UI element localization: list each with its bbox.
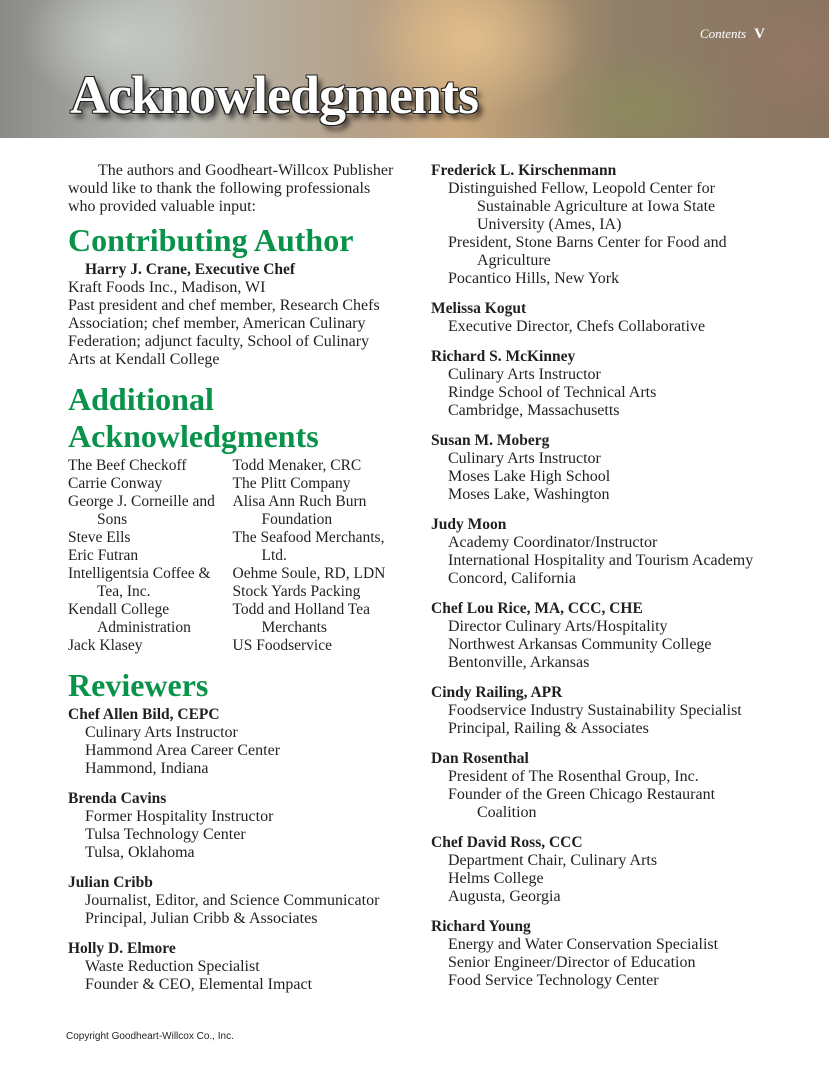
reviewers-heading: Reviewers: [68, 667, 209, 703]
running-head: [700, 26, 765, 43]
reviewers-list: [68, 706, 398, 994]
header-banner: [0, 0, 829, 138]
reviewer-entry: [68, 940, 398, 994]
reviewer-name: Julian Cribb: [68, 874, 153, 891]
reviewer-detail: Hammond Area Career Center: [85, 742, 281, 759]
copyright-footer: Copyright Goodheart-Willcox Co., Inc.: [66, 1031, 234, 1042]
acknowledgment-item: Todd and Holland Tea Merchants: [232, 601, 370, 636]
reviewer-entry: [431, 516, 776, 588]
contributing-author-line: Kraft Foods Inc., Madison, WI: [68, 279, 266, 296]
reviewer-detail: Tulsa Technology Center: [85, 826, 246, 843]
additional-acknowledgments-heading: [68, 381, 398, 455]
reviewer-detail: Director Culinary Arts/Hospitality: [448, 618, 668, 635]
acknowledgments-column: [233, 457, 398, 655]
reviewer-detail: Academy Coordinator/Instructor: [448, 534, 658, 551]
acknowledgment-item: Todd Menaker, CRC: [232, 457, 362, 474]
reviewer-detail: Foodservice Industry Sustainability Specialist: [448, 702, 742, 719]
reviewer-detail: Bentonville, Arkansas: [448, 654, 590, 671]
acknowledgment-item: US Foodservice: [232, 637, 332, 654]
reviewer-name: Judy Moon: [431, 516, 507, 533]
reviewer-name: Holly D. Elmore: [68, 940, 176, 957]
reviewer-name: Richard S. McKinney: [431, 348, 576, 365]
reviewer-detail: President, Stone Barns Center for Food and Agriculture: [448, 234, 727, 269]
right-column: [431, 162, 776, 1002]
reviewer-detail: Culinary Arts Instructor: [85, 724, 238, 741]
reviewer-detail: Executive Director, Chefs Collaborative: [448, 318, 706, 335]
reviewer-entry: [431, 348, 776, 420]
reviewer-entry: [431, 300, 776, 336]
reviewer-name: Chef Lou Rice, MA, CCC, CHE: [431, 600, 643, 617]
contributing-author-name: Harry J. Crane, Executive Chef: [85, 261, 296, 278]
acknowledgment-item: The Plitt Company: [232, 475, 351, 492]
acknowledgments-list: [68, 457, 398, 655]
reviewer-detail: Principal, Julian Cribb & Associates: [85, 910, 318, 927]
reviewer-detail: Founder & CEO, Elemental Impact: [85, 976, 313, 993]
reviewer-name: Chef David Ross, CCC: [431, 834, 583, 851]
reviewer-detail: Concord, California: [448, 570, 576, 587]
reviewer-detail: Food Service Technology Center: [448, 972, 659, 989]
reviewer-detail: Culinary Arts Instructor: [448, 366, 601, 383]
reviewer-detail: Distinguished Fellow, Leopold Center for Sustainable Agriculture at Iowa State University (Ames, IA): [448, 180, 716, 233]
acknowledgment-item: Stock Yards Packing: [232, 583, 361, 600]
reviewer-detail: Moses Lake High School: [448, 468, 611, 485]
heading-line: Additional: [68, 381, 214, 417]
reviewer-detail: Department Chair, Culinary Arts: [448, 852, 658, 869]
reviewer-name: Richard Young: [431, 918, 531, 935]
reviewer-name: Melissa Kogut: [431, 300, 527, 317]
acknowledgment-item: Alisa Ann Ruch Burn Foundation: [232, 493, 367, 528]
page-title: Acknowledgments: [70, 65, 479, 125]
acknowledgment-item: Eric Futran: [68, 547, 139, 564]
reviewer-name: Chef Allen Bild, CEPC: [68, 706, 220, 723]
reviewer-entry: [431, 432, 776, 504]
reviewer-detail: Cambridge, Massachusetts: [448, 402, 620, 419]
reviewer-detail: Senior Engineer/Director of Education: [448, 954, 696, 971]
reviewer-name: Frederick L. Kirschenmann: [431, 162, 617, 179]
running-head-label: Contents: [699, 26, 747, 41]
reviewer-detail: Hammond, Indiana: [85, 760, 209, 777]
reviewer-detail: Augusta, Georgia: [448, 888, 561, 905]
reviewer-detail: Founder of the Green Chicago Restaurant Coalition: [448, 786, 716, 821]
acknowledgment-item: The Seafood Merchants, Ltd.: [232, 529, 385, 564]
acknowledgment-item: Intelligentsia Coffee & Tea, Inc.: [68, 565, 211, 600]
reviewer-detail: Helms College: [448, 870, 544, 887]
reviewer-detail: Waste Reduction Specialist: [85, 958, 260, 975]
reviewer-entry: [68, 874, 398, 928]
acknowledgment-item: Jack Klasey: [68, 637, 143, 654]
reviewer-detail: International Hospitality and Tourism Academy: [448, 552, 754, 569]
reviewer-detail: Journalist, Editor, and Science Communicator: [85, 892, 380, 909]
reviewer-entry: [431, 834, 776, 906]
acknowledgment-item: George J. Corneille and Sons: [68, 493, 215, 528]
reviewers-list: [431, 162, 776, 990]
acknowledgment-item: The Beef Checkoff: [68, 457, 187, 474]
reviewer-detail: Former Hospitality Instructor: [85, 808, 274, 825]
reviewer-entry: [431, 684, 776, 738]
page-number: V: [754, 26, 765, 42]
acknowledgment-item: Oehme Soule, RD, LDN: [232, 565, 386, 582]
acknowledgment-item: Kendall College Administration: [68, 601, 191, 636]
reviewer-name: Susan M. Moberg: [431, 432, 550, 449]
left-column: [68, 162, 398, 1006]
reviewer-entry: [431, 918, 776, 990]
reviewer-detail: Moses Lake, Washington: [448, 486, 610, 503]
contributing-author-heading: Contributing Author: [68, 222, 354, 258]
reviewer-detail: President of The Rosenthal Group, Inc.: [448, 768, 699, 785]
heading-line: Acknowledgments: [68, 418, 319, 454]
reviewer-detail: Tulsa, Oklahoma: [85, 844, 195, 861]
reviewer-entry: [431, 162, 776, 288]
reviewer-detail: Culinary Arts Instructor: [448, 450, 601, 467]
reviewer-entry: [431, 600, 776, 672]
reviewer-entry: [431, 750, 776, 822]
reviewer-detail: Rindge School of Technical Arts: [448, 384, 657, 401]
reviewer-entry: [68, 706, 398, 778]
reviewer-detail: Principal, Railing & Associates: [448, 720, 649, 737]
acknowledgment-item: Steve Ells: [68, 529, 131, 546]
reviewer-name: Brenda Cavins: [68, 790, 167, 807]
acknowledgments-column: [68, 457, 233, 655]
reviewer-name: Cindy Railing, APR: [431, 684, 563, 701]
contributing-author-line: Past president and chef member, Research Chefs Association; chef member, American Culinary Federation; adjunct faculty, School of Culinary Arts at Kendall College: [68, 297, 380, 368]
reviewer-name: Dan Rosenthal: [431, 750, 529, 767]
reviewer-detail: Energy and Water Conservation Specialist: [448, 936, 719, 953]
intro-paragraph: The authors and Goodheart-Willcox Publisher would like to thank the following professionals who provided valuable input:: [68, 162, 394, 215]
reviewer-detail: Northwest Arkansas Community College: [448, 636, 712, 653]
acknowledgment-item: Carrie Conway: [68, 475, 163, 492]
reviewer-entry: [68, 790, 398, 862]
reviewer-detail: Pocantico Hills, New York: [448, 270, 620, 287]
